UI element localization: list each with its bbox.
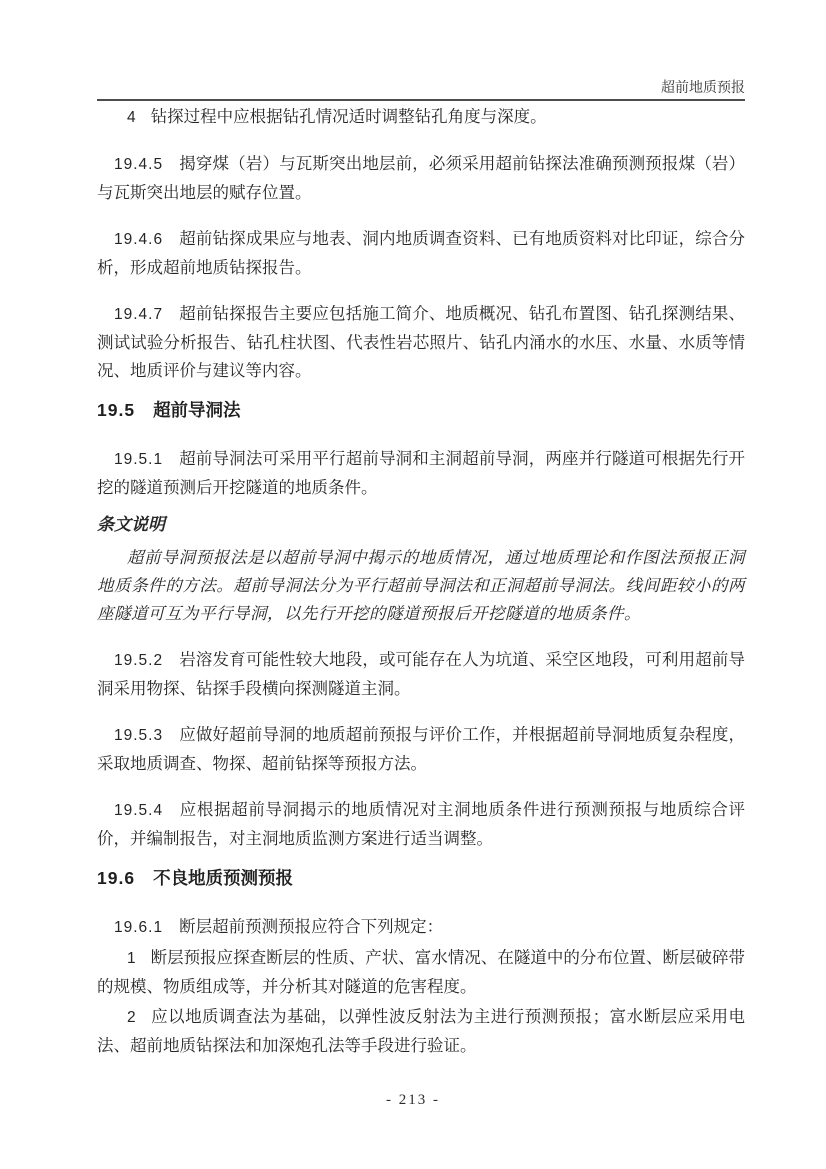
clause-number: 19.5.3: [114, 727, 164, 744]
list-item-text: 断层预报应探查断层的性质、产状、富水情况、在隧道中的分布位置、断层破碎带的规模、物质组成等，并分析其对隧道的危害程度。: [97, 948, 745, 996]
clause-number: 19.4.5: [114, 156, 164, 173]
list-item-number: 2: [127, 1009, 136, 1026]
section-number: 19.5: [97, 400, 136, 420]
clause-19-4-5: [97, 150, 745, 207]
clause-number: 19.5.1: [114, 451, 164, 468]
running-header-title: 超前地质预报: [661, 79, 745, 95]
list-item-number: 4: [127, 109, 136, 126]
section-heading-19-6: [97, 867, 745, 889]
clause-text: 超前钻探报告主要应包括施工简介、地质概况、钻孔布置图、钻孔探测结果、测试试验分析报告、钻孔柱状图、代表性岩芯照片、钻孔内涌水的水压、水量、水质等情况、地质评价与建议等内容。: [97, 304, 745, 380]
clause-number: 19.5.2: [114, 652, 164, 669]
section-number: 19.6: [97, 868, 136, 888]
page-number: - 213 -: [386, 1092, 440, 1108]
list-item-1: [97, 944, 745, 1001]
commentary-heading: 条文说明: [97, 515, 165, 534]
running-header: [97, 0, 745, 101]
clause-text: 揭穿煤（岩）与瓦斯突出地层前，必须采用超前钻探法准确预测预报煤（岩）与瓦斯突出地层的赋存位置。: [97, 154, 745, 202]
clause-text: 应做好超前导洞的地质超前预报与评价工作，并根据超前导洞地质复杂程度，采取地质调查、物探、超前钻探等预报方法。: [97, 725, 745, 773]
section-heading-19-5: [97, 399, 745, 421]
section-title: 超前导洞法: [153, 400, 241, 420]
list-item-4: [97, 103, 745, 132]
clause-number: 19.4.7: [114, 306, 164, 323]
list-item-text: 应以地质调查法为基础，以弹性波反射法为主进行预测预报；富水断层应采用电法、超前地质钻探法和加深炮孔法等手段进行验证。: [97, 1007, 745, 1055]
clause-text: 断层超前预测预报应符合下列规定：: [179, 917, 444, 936]
clause-19-4-7: [97, 300, 745, 385]
clause-19-5-4: [97, 796, 745, 853]
clause-number: 19.5.4: [114, 802, 164, 819]
list-item-number: 1: [127, 950, 136, 967]
clause-19-5-1: [97, 445, 745, 502]
clause-text: 岩溶发育可能性较大地段，或可能存在人为坑道、采空区地段，可利用超前导洞采用物探、钻探手段横向探测隧道主洞。: [97, 650, 745, 698]
clause-text: 超前钻探成果应与地表、洞内地质调查资料、已有地质资料对比印证，综合分析，形成超前地质钻探报告。: [97, 229, 745, 277]
clause-19-5-2: [97, 646, 745, 703]
clause-number: 19.6.1: [114, 919, 164, 936]
clause-text: 应根据超前导洞揭示的地质情况对主洞地质条件进行预测预报与地质综合评价，并编制报告，对主洞地质监测方案进行适当调整。: [97, 800, 745, 848]
clause-19-4-6: [97, 225, 745, 282]
list-item-2: [97, 1003, 745, 1060]
commentary-paragraph: 超前导洞预报法是以超前导洞中揭示的地质情况，通过地质理论和作图法预报正洞地质条件的方法。超前导洞法分为平行超前导洞法和正洞超前导洞法。线间距较小的两座隧道可互为平行导洞，以先行开挖的隧道预报后开挖隧道的地质条件。: [97, 548, 745, 623]
clause-19-5-3: [97, 721, 745, 778]
list-item-text: 钻探过程中应根据钻孔情况适时调整钻孔角度与深度。: [150, 107, 547, 126]
section-title: 不良地质预测预报: [153, 868, 294, 888]
clause-19-6-1: [97, 913, 745, 942]
clause-number: 19.4.6: [114, 231, 164, 248]
clause-text: 超前导洞法可采用平行超前导洞和主洞超前导洞，两座并行隧道可根据先行开挖的隧道预测后开挖隧道的地质条件。: [97, 449, 745, 497]
